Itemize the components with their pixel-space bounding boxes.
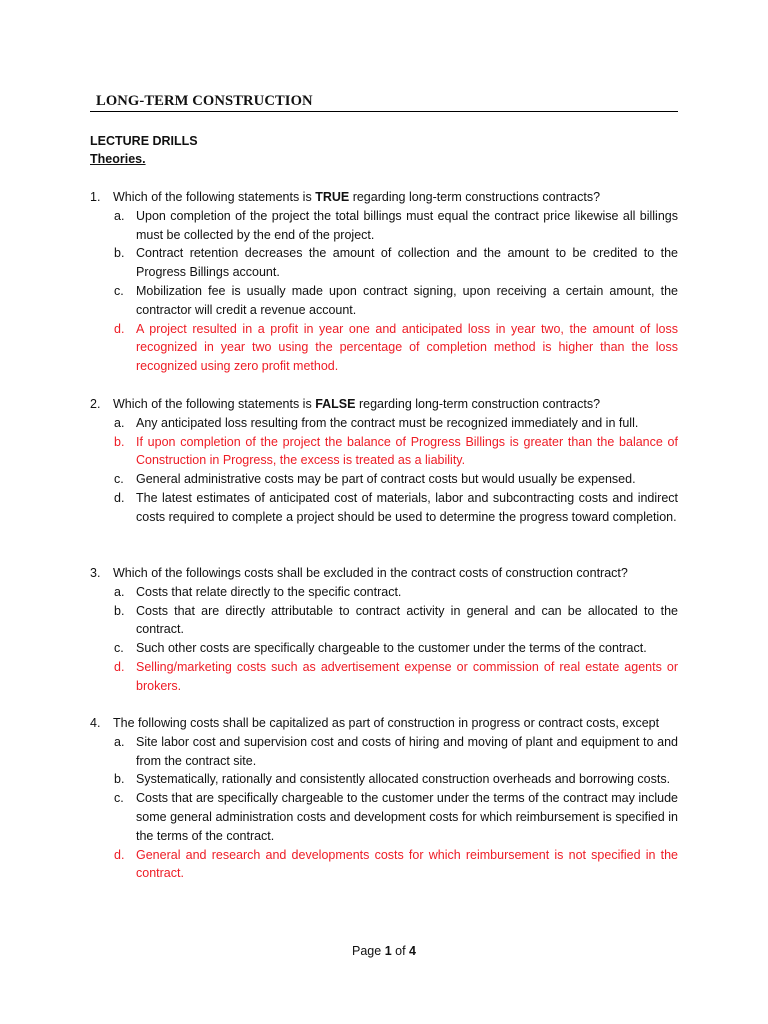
option-b-answer [90, 433, 678, 471]
question-stem [90, 395, 678, 414]
option-letter: d. [114, 490, 125, 505]
option-text: General and research and developments costs for which reimbursement is not specified in the contract. [136, 847, 678, 881]
page-footer [0, 942, 768, 961]
option-a [90, 583, 678, 602]
option-d-answer [90, 320, 678, 376]
question-emphasis: FALSE [315, 397, 356, 411]
option-c [90, 789, 678, 845]
option-d [90, 489, 678, 527]
option-a [90, 207, 678, 245]
footer-of-text: of [391, 944, 410, 958]
question-3 [90, 564, 678, 696]
option-text: Costs that are directly attributable to contract activity in general and can be allocated to the contract. [136, 603, 678, 637]
option-letter: a. [114, 734, 125, 749]
option-b [90, 770, 678, 789]
option-text: A project resulted in a profit in year one and anticipated loss in year two, the amount of loss recognized in year two using the percentage of completion method is higher than the loss recognized using zero profit method. [136, 321, 678, 374]
footer-total-pages: 4 [409, 944, 416, 958]
option-text: The latest estimates of anticipated cost of materials, labor and subcontracting costs and indirect costs required to complete a project should be used to determine the progress toward completion. [136, 490, 678, 524]
question-stem [90, 564, 678, 583]
option-text: Upon completion of the project the total billings must equal the contract price likewise all billings must be collected by the end of the project. [136, 208, 678, 242]
footer-page-text: Page [352, 944, 385, 958]
page-title: LONG-TERM CONSTRUCTION [96, 93, 313, 109]
option-letter: c. [114, 641, 124, 656]
option-text: Any anticipated loss resulting from the contract must be recognized immediately and in full. [136, 415, 639, 430]
option-text: General administrative costs may be part of contract costs but would usually be expensed. [136, 472, 636, 487]
option-letter: c. [114, 472, 124, 487]
option-text: Mobilization fee is usually made upon contract signing, upon receiving a certain amount, the contractor will credit a revenue account. [136, 283, 678, 317]
option-letter: b. [114, 434, 125, 449]
question-text-end: regarding long-term constructions contracts? [349, 190, 601, 204]
option-text: Costs that are specifically chargeable to the customer under the terms of the contract may include some general administration costs and development costs for which reimbursement is specified in the terms of the contract. [136, 791, 678, 843]
option-a [90, 733, 678, 771]
option-letter: a. [114, 415, 125, 430]
option-letter: d. [114, 847, 125, 862]
option-text: Site labor cost and supervision cost and costs of hiring and moving of plant and equipment to and from the contract site. [136, 734, 678, 768]
option-text: Contract retention decreases the amount of collection and the amount to be credited to the Progress Billings account. [136, 246, 678, 280]
question-4 [90, 714, 678, 883]
option-c [90, 470, 678, 489]
option-letter: d. [114, 659, 125, 674]
option-letter: c. [114, 283, 124, 298]
option-c [90, 282, 678, 320]
option-text: Such other costs are specifically chargeable to the customer under the terms of the contract. [136, 641, 647, 656]
question-stem [90, 714, 678, 733]
question-text: Which of the followings costs shall be excluded in the contract costs of construction contract? [113, 566, 628, 580]
option-letter: b. [114, 772, 125, 787]
question-text: Which of the following statements is [113, 397, 316, 411]
option-letter: d. [114, 321, 125, 336]
question-number: 2. [90, 397, 101, 411]
question-stem [90, 188, 678, 207]
title-block [90, 92, 678, 112]
question-text: The following costs shall be capitalized as part of construction in progress or contract costs, except [113, 716, 660, 730]
option-text: If upon completion of the project the balance of Progress Billings is greater than the balance of Construction in Progress, the excess is treated as a liability. [136, 434, 678, 468]
option-c [90, 639, 678, 658]
question-number: 4. [90, 716, 101, 730]
question-text: Which of the following statements is [113, 190, 316, 204]
option-b [90, 602, 678, 640]
question-1 [90, 188, 678, 376]
section-subtitle: Theories. [90, 152, 146, 166]
option-d-answer [90, 658, 678, 696]
option-letter: c. [114, 791, 124, 806]
option-letter: b. [114, 246, 125, 261]
option-text: Costs that relate directly to the specific contract. [136, 584, 402, 599]
question-number: 1. [90, 190, 101, 204]
question-2 [90, 395, 678, 527]
option-d-answer [90, 846, 678, 884]
option-a [90, 414, 678, 433]
question-number: 3. [90, 566, 101, 580]
option-letter: a. [114, 208, 125, 223]
option-text: Systematically, rationally and consistently allocated construction overheads and borrowing costs. [136, 772, 671, 787]
option-letter: b. [114, 603, 125, 618]
question-text-end: regarding long-term construction contracts? [355, 397, 601, 411]
section-label: LECTURE DRILLS [90, 134, 198, 148]
option-letter: a. [114, 584, 125, 599]
question-emphasis: TRUE [315, 190, 350, 204]
option-text: Selling/marketing costs such as advertisement expense or commission of real estate agents or brokers. [136, 659, 678, 693]
option-b [90, 244, 678, 282]
footer-current-page: 1 [384, 944, 392, 958]
